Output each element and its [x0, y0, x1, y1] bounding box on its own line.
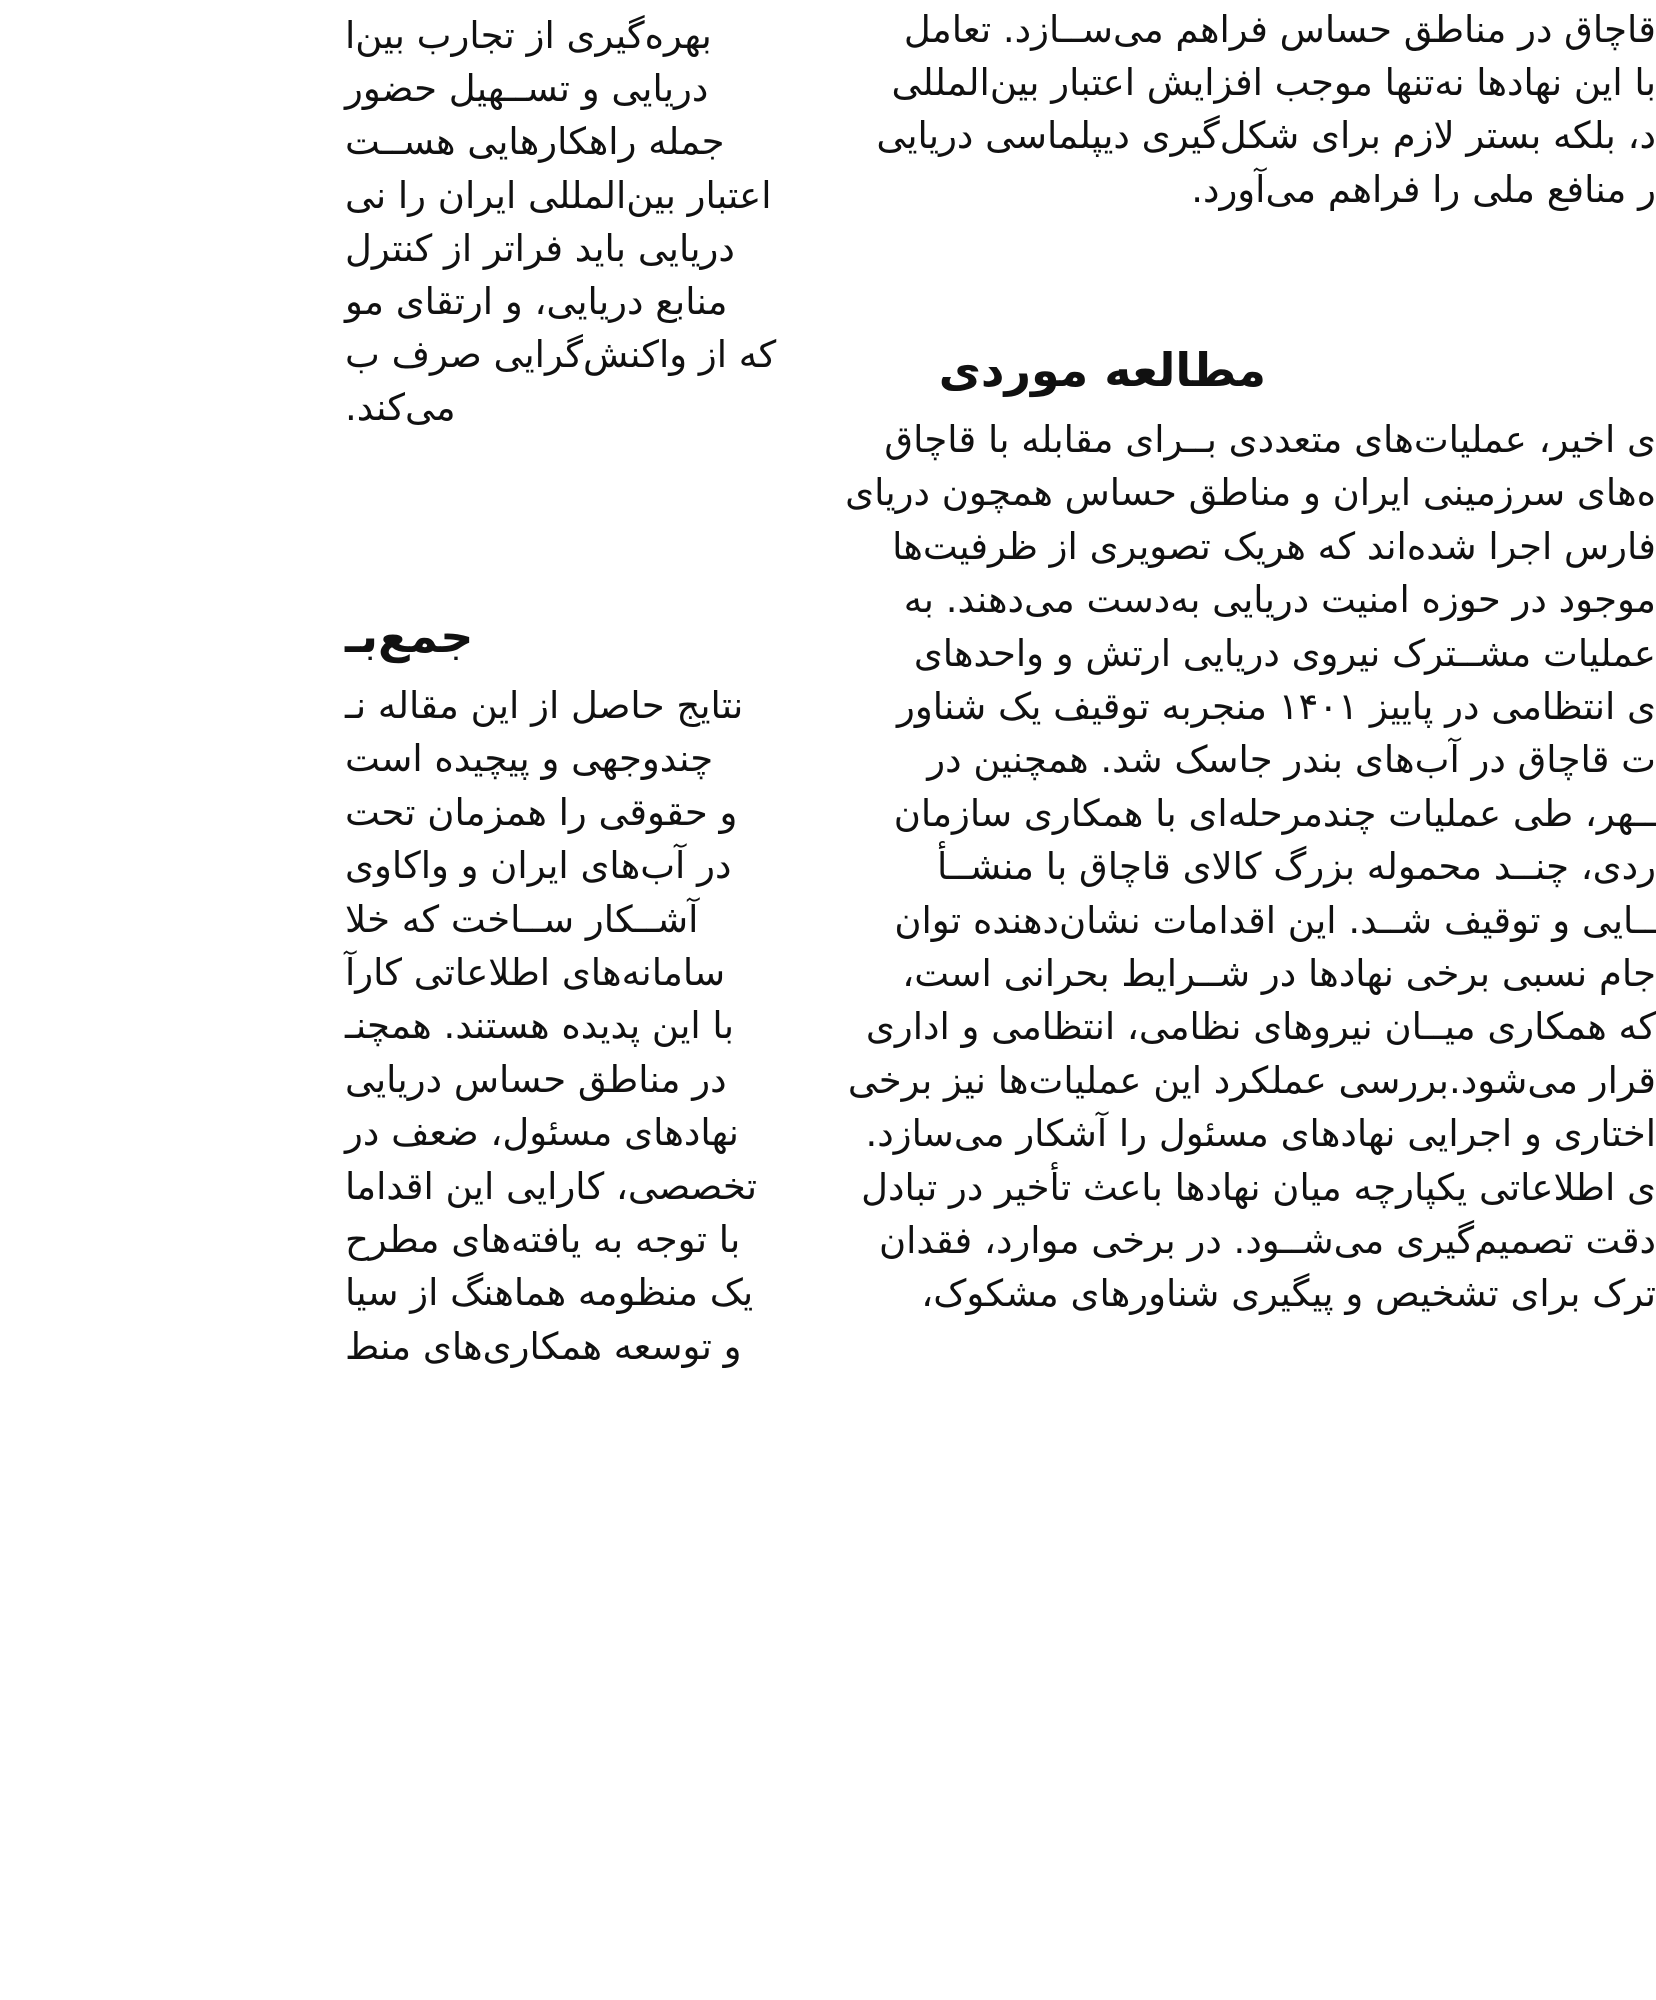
- paragraph-line: قاچاق در مناطق حساس فراهم می‌ســازد. تعامل: [903, 8, 1656, 51]
- paragraph-line: دقت تصمیم‌گیری می‌شــود. در برخی موارد، فقدان: [878, 1219, 1656, 1262]
- section-heading: جمع‌بـ: [345, 609, 474, 663]
- paragraph-line: و حقوقی را همزمان تحت: [345, 790, 738, 834]
- paragraph-line: در آب‌های ایران و واکاوی: [345, 844, 732, 888]
- paragraph-line: ت قاچاق در آب‌های بندر جاسک شد. همچنین در: [927, 738, 1656, 782]
- paragraph-line: اختاری و اجرایی نهادهای مسئول را آشکار می‌سازد.: [865, 1112, 1656, 1156]
- paragraph-line: ــهر، طی عملیات چندمرحله‌ای با همکاری سازمان: [893, 791, 1656, 835]
- paragraph-line: ه‌های سرزمینی ایران و مناطق حساس همچون دریای: [845, 471, 1656, 515]
- paragraph-line: ترک برای تشخیص و پیگیری شناورهای مشکوک،: [921, 1272, 1656, 1316]
- paragraph-line: قرار می‌شود.بررسی عملکرد این عملیات‌ها نیز برخی: [847, 1058, 1656, 1102]
- paragraph-line: دریایی باید فراتر از کنترل: [345, 226, 735, 270]
- paragraph-line: منابع دریایی، و ارتقای مو: [345, 280, 728, 323]
- paragraph-line: چندوجهی و پیچیده است: [345, 737, 714, 781]
- paragraph-line: سامانه‌های اطلاعاتی کارآ: [345, 951, 726, 994]
- paragraph-line: می‌کند.: [345, 386, 456, 430]
- paragraph-line: آشــکار ســاخت که خلا: [345, 897, 699, 941]
- paragraph-line: فارس اجرا شده‌اند که هریک تصویری از ظرفیت‌ها: [892, 524, 1656, 568]
- paragraph-line: ی اطلاعاتی یکپارچه میان نهادها باعث تأخیر در تبادل: [861, 1165, 1656, 1209]
- paragraph-line: با این پدیده هستند. همچنـ: [345, 1004, 735, 1048]
- paragraph-line: ردی، چنــد محموله بزرگ کالای قاچاق با منشــأ: [936, 845, 1656, 889]
- paragraph-line: و توسعه همکاری‌های منط: [345, 1324, 742, 1368]
- paragraph-line: عملیات مشــترک نیروی دریایی ارتش و واحدهای: [913, 631, 1656, 675]
- paragraph-line: اعتبار بین‌المللی ایران را نی: [345, 173, 772, 217]
- paragraph-line: جمله راهکارهایی هســت: [345, 120, 725, 164]
- paragraph-line: ــایی و توقیف شــد. این اقدامات نشان‌دهنده توان: [894, 898, 1656, 942]
- paragraph-line: جام نسبی برخی نهادها در شــرایط بحرانی است،: [902, 952, 1656, 995]
- paragraph-line: د، بلکه بستر لازم برای شکل‌گیری دیپلماسی دریایی: [876, 114, 1656, 158]
- paragraph-line: موجود در حوزه امنیت دریایی به‌دست می‌دهند. به: [903, 578, 1656, 622]
- paragraph-line: نهادهای مسئول، ضعف در: [345, 1111, 739, 1155]
- paragraph-line: نتایج حاصل از این مقاله نـ: [345, 684, 744, 727]
- paragraph-line: دریایی و تســهیل حضور: [345, 67, 709, 111]
- paragraph-line: در مناطق حساس دریایی: [345, 1057, 727, 1101]
- paragraph-line: با این نهادها نه‌تنها موجب افزایش اعتبار بین‌المللی: [891, 61, 1656, 105]
- paragraph-line: بهره‌گیری از تجارب بین‌ا: [345, 14, 712, 57]
- section-heading: مطالعه موردی: [938, 343, 1266, 397]
- paragraph-line: که همکاری میــان نیروهای نظامی، انتظامی و اداری: [865, 1005, 1656, 1049]
- paragraph-line: ی انتظامی در پاییز ۱۴۰۱ منجربه توقیف یک شناور: [897, 685, 1656, 728]
- paragraph-line: با توجه به یافته‌های مطرح: [345, 1218, 741, 1261]
- paragraph-line: ی اخیر، عملیات‌های متعددی بــرای مقابله با قاچاق: [884, 418, 1656, 461]
- paragraph-line: که از واکنش‌گرایی صرف ب: [345, 333, 777, 377]
- paragraph-line: یک منظومه هماهنگ از سیا: [345, 1271, 754, 1315]
- paragraph-line: ر منافع ملی را فراهم می‌آورد.: [1191, 167, 1656, 211]
- paragraph-line: تخصصی، کارایی این اقداما: [345, 1164, 758, 1208]
